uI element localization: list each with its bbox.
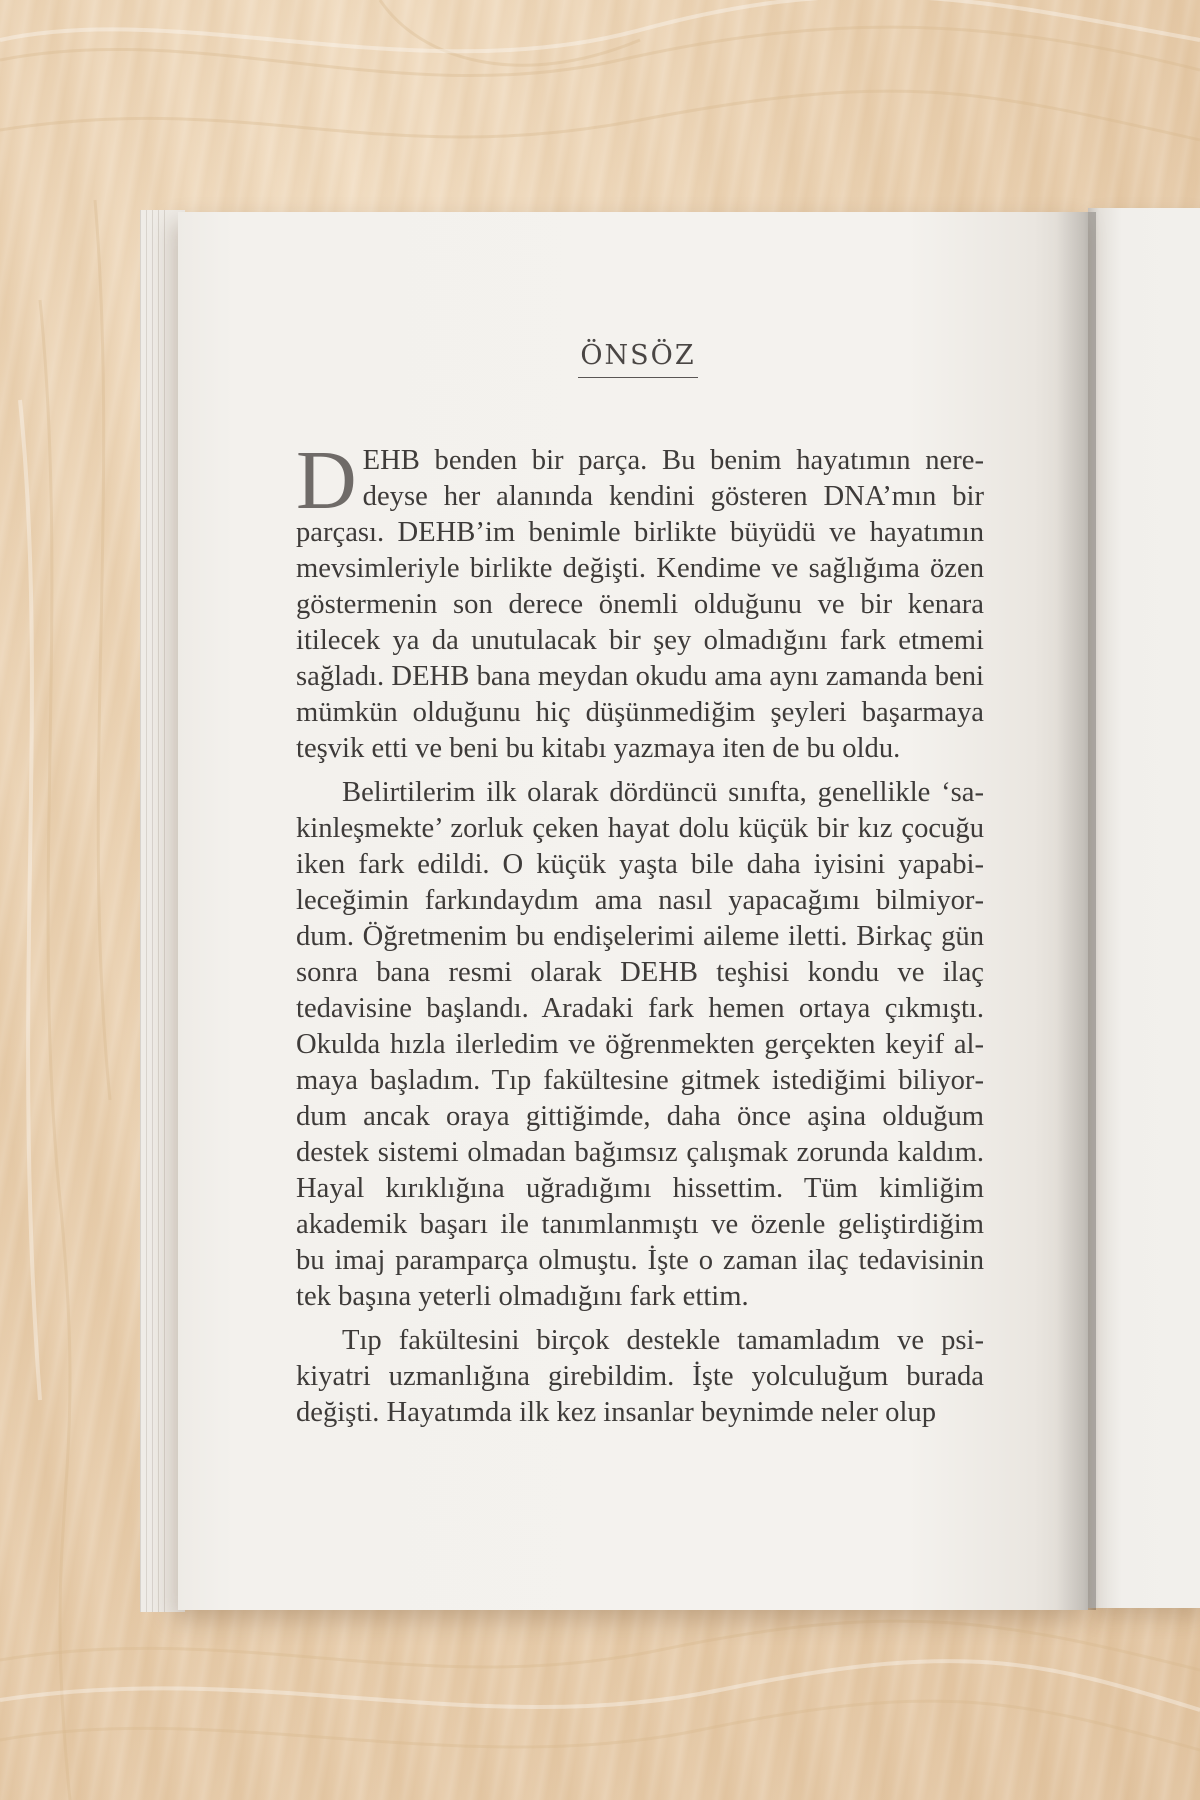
gutter-shadow [1056, 212, 1096, 1610]
facing-page [1088, 208, 1200, 1608]
paragraph-1 [296, 434, 984, 767]
drop-cap: D [296, 434, 357, 527]
paragraph-1-text: EHB benden bir parça. Bu benim hayatımın neredeyse her alanında kendini gösteren DNA’mın bir parçası. DEHB’im benimle birlikte büyüdü ve hayatımın mevsimleriyle birlikte değişti. Kendime ve sağlığıma özen göstermenin son derece önemli olduğunu ve bir kenara itilecek ya da unutulacak bir şey olmadığını fark etmemi sağladı. DEHB bana meydan okudu ama aynı zamanda beni mümkün olduğunu hiç düşünmediğim şeyleri başarmaya teşvik etti ve beni bu kitabı yazmaya iten de bu oldu. [296, 445, 984, 764]
paragraph-3: Tıp fakültesini birçok destekle tamamladım ve psikiyatri uzmanlığına girebildim. İşte yolculuğum burada değişti. Hayatımda ilk kez insanlar beynimde neler olup [296, 1325, 984, 1428]
body-text [296, 434, 984, 1431]
chapter-title: ÖNSÖZ [578, 340, 698, 378]
paragraph-2: Belirtilerim ilk olarak dördüncü sınıfta, genellikle ‘sakinleşmekte’ zorluk çeken hayat dolu küçük bir kız çocuğu iken fark edildi. O küçük yaşta bile daha iyisini yapabileceğimin farkındaydım ama nasıl yapacağımı bilmiyordum. Öğretmenim bu endişelerimi aileme iletti. Birkaç gün sonra bana resmi olarak DEHB teşhisi kondu ve ilaç tedavisine başlandı. Aradaki fark hemen ortaya çıkmıştı. Okulda hızla ilerledim ve öğrenmekten gerçekten keyif almaya başladım. Tıp fakültesine gitmek istediğimi biliyordum ancak oraya gittiğimde, daha önce aşina olduğum destek sistemi olmadan bağımsız çalışmak zorunda kaldım. Hayal kırıklığına uğradığımı hissettim. Tüm kimliğim akademik başarı ile tanımlanmıştı ve özenle geliştirdiğim bu imaj paramparça olmuştu. İşte o zaman ilaç tedavisinin tek başına yeterli olmadığını fark ettim. [296, 777, 984, 1312]
